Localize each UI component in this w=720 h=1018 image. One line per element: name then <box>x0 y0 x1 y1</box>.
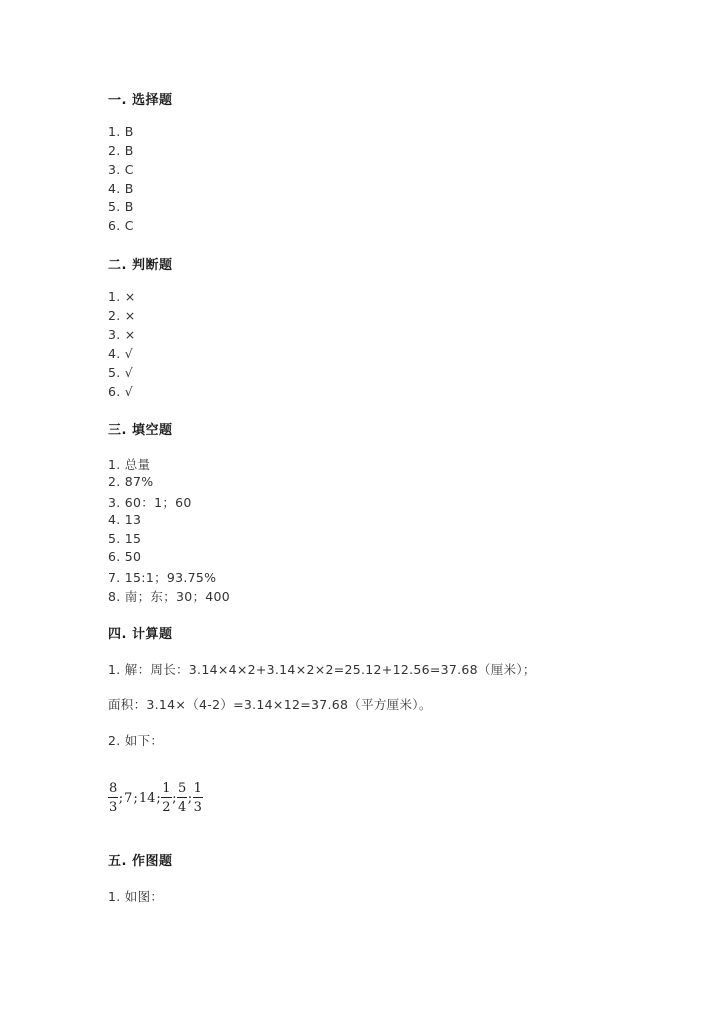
integer-value: 7 <box>124 790 133 806</box>
fraction-8-3 <box>108 782 118 814</box>
fraction-denominator: 4 <box>177 800 187 815</box>
fill-answer-3: 3. 60：1；60 <box>108 495 192 510</box>
judge-answer-1: 1. × <box>108 289 136 304</box>
fill-answer-5: 5. 15 <box>108 531 142 546</box>
separator: ; <box>156 790 161 806</box>
judge-answer-5: 5. √ <box>108 365 134 380</box>
section-title-calc: 四. 计算题 <box>108 627 173 642</box>
section-title-judge: 二. 判断题 <box>108 258 173 273</box>
separator: ; <box>187 790 193 806</box>
fraction-numerator: 1 <box>193 781 202 796</box>
fill-answer-8: 8. 南；东；30；400 <box>108 589 231 604</box>
fraction-numerator: 8 <box>109 781 118 796</box>
choice-answer-6: 6. C <box>108 218 134 233</box>
fraction-denominator: 3 <box>109 800 118 815</box>
choice-answer-3: 3. C <box>108 162 134 177</box>
fraction-denominator: 2 <box>162 800 171 815</box>
fill-answer-6: 6. 50 <box>108 549 142 564</box>
fill-answer-1: 1. 总量 <box>108 457 151 472</box>
choice-answer-4: 4. B <box>108 181 134 196</box>
fraction-5-4 <box>177 782 187 814</box>
fraction-numerator: 1 <box>162 781 171 796</box>
fraction-1-2 <box>161 782 171 814</box>
judge-answer-2: 2. × <box>108 308 136 323</box>
integer-value: 14 <box>138 790 156 806</box>
fill-answer-4: 4. 13 <box>108 512 142 527</box>
separator: ; <box>133 790 138 806</box>
judge-answer-6: 6. √ <box>108 384 134 399</box>
calc-area-line: 面积：3.14×（4-2）=3.14×12=37.68（平方厘米）。 <box>108 697 432 712</box>
separator: ; <box>118 790 124 806</box>
section-title-fill: 三. 填空题 <box>108 423 173 438</box>
draw-answer-1: 1. 如图： <box>108 889 164 904</box>
judge-answer-3: 3. × <box>108 327 136 342</box>
section-title-choice: 一. 选择题 <box>108 93 173 108</box>
fraction-answers <box>108 778 203 818</box>
choice-answer-1: 1. B <box>108 124 134 139</box>
choice-answer-5: 5. B <box>108 199 134 214</box>
separator: ; <box>172 790 177 806</box>
fill-answer-7: 7. 15:1；93.75% <box>108 570 217 585</box>
calc-perimeter-line: 1. 解：周长：3.14×4×2+3.14×2×2=25.12+12.56=37.68（厘米）； <box>108 662 536 677</box>
fraction-1-3 <box>193 782 203 814</box>
judge-answer-4: 4. √ <box>108 346 134 361</box>
fill-answer-2: 2. 87% <box>108 474 154 489</box>
section-title-draw: 五. 作图题 <box>108 854 173 869</box>
choice-answer-2: 2. B <box>108 143 134 158</box>
calc-item2-label: 2. 如下： <box>108 733 164 748</box>
fraction-denominator: 3 <box>193 800 202 815</box>
fraction-numerator: 5 <box>177 781 187 796</box>
